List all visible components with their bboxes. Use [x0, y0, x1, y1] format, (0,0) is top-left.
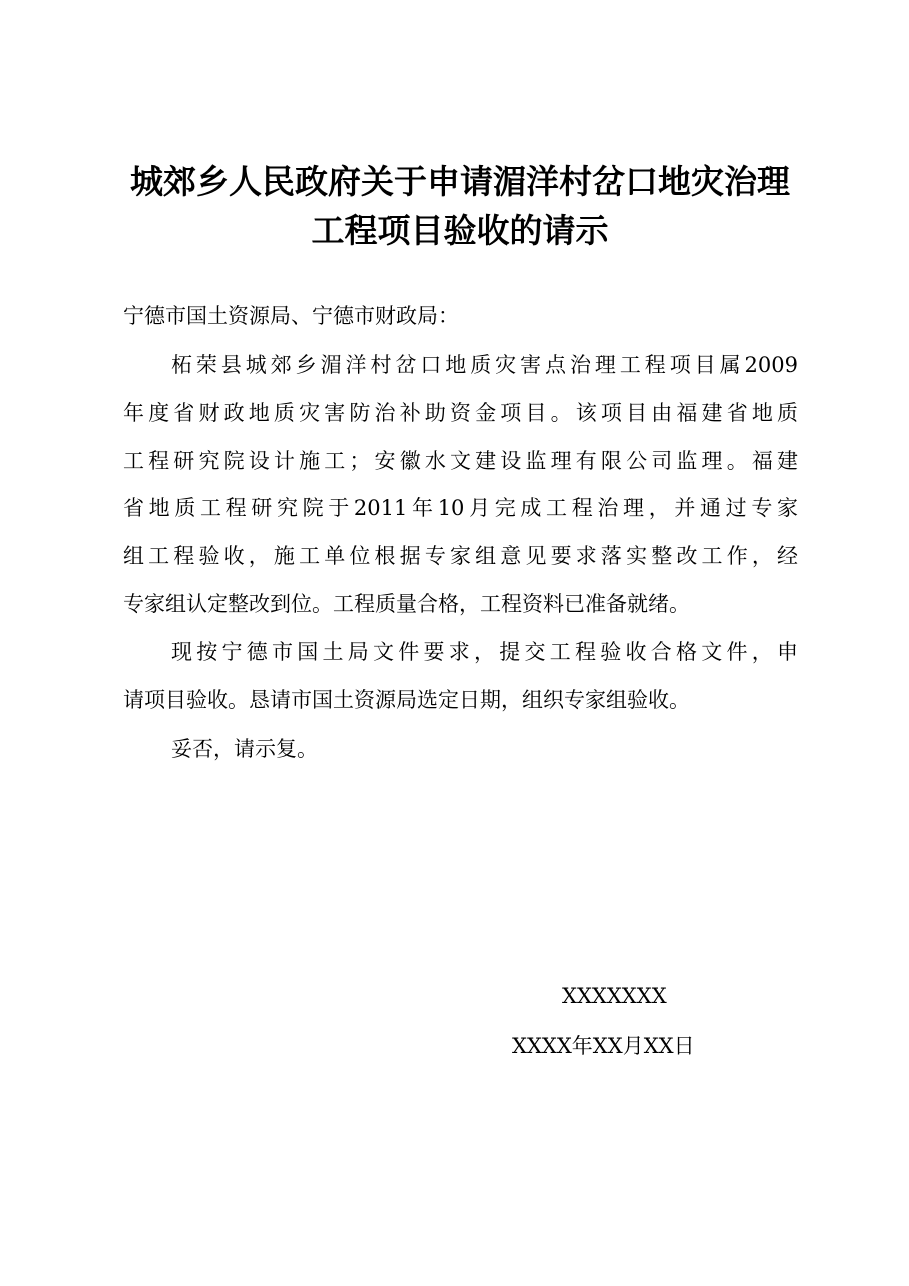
paragraph-1-line-2: 年度省财政地质灾害防治补助资金项目。该项目由福建省地质: [123, 401, 798, 425]
document-title-line-1: 城郊乡人民政府关于申请湄洋村岔口地灾治理: [130, 162, 790, 201]
paragraph-2-line-1: 现按宁德市国土局文件要求，提交工程验收合格文件，申: [171, 640, 798, 664]
paragraph-1-line-5: 组工程验收，施工单位根据专家组意见要求落实整改工作，经: [123, 544, 798, 568]
paragraph-3: 妥否，请示复。: [171, 737, 318, 761]
paragraph-1-line-6: 专家组认定整改到位。工程质量合格，工程资料已准备就绪。: [123, 592, 690, 616]
paragraph-1-line-3: 工程研究院设计施工；安徽水文建设监理有限公司监理。福建: [123, 449, 798, 473]
addressee: 宁德市国土资源局、宁德市财政局：: [123, 304, 459, 328]
signature-date: XXXX年XX月XX日: [512, 1034, 695, 1058]
paragraph-2-line-2: 请项目验收。恳请市国土资源局选定日期，组织专家组验收。: [123, 688, 690, 712]
paragraph-1-line-1: 柘荣县城郊乡湄洋村岔口地质灾害点治理工程项目属2009: [171, 353, 798, 377]
paragraph-1-line-4: 省地质工程研究院于2011年10月完成工程治理，并通过专家: [123, 496, 798, 520]
signature-org: XXXXXXX: [562, 984, 667, 1008]
document-title-line-2: 工程项目验收的请示: [311, 211, 609, 250]
